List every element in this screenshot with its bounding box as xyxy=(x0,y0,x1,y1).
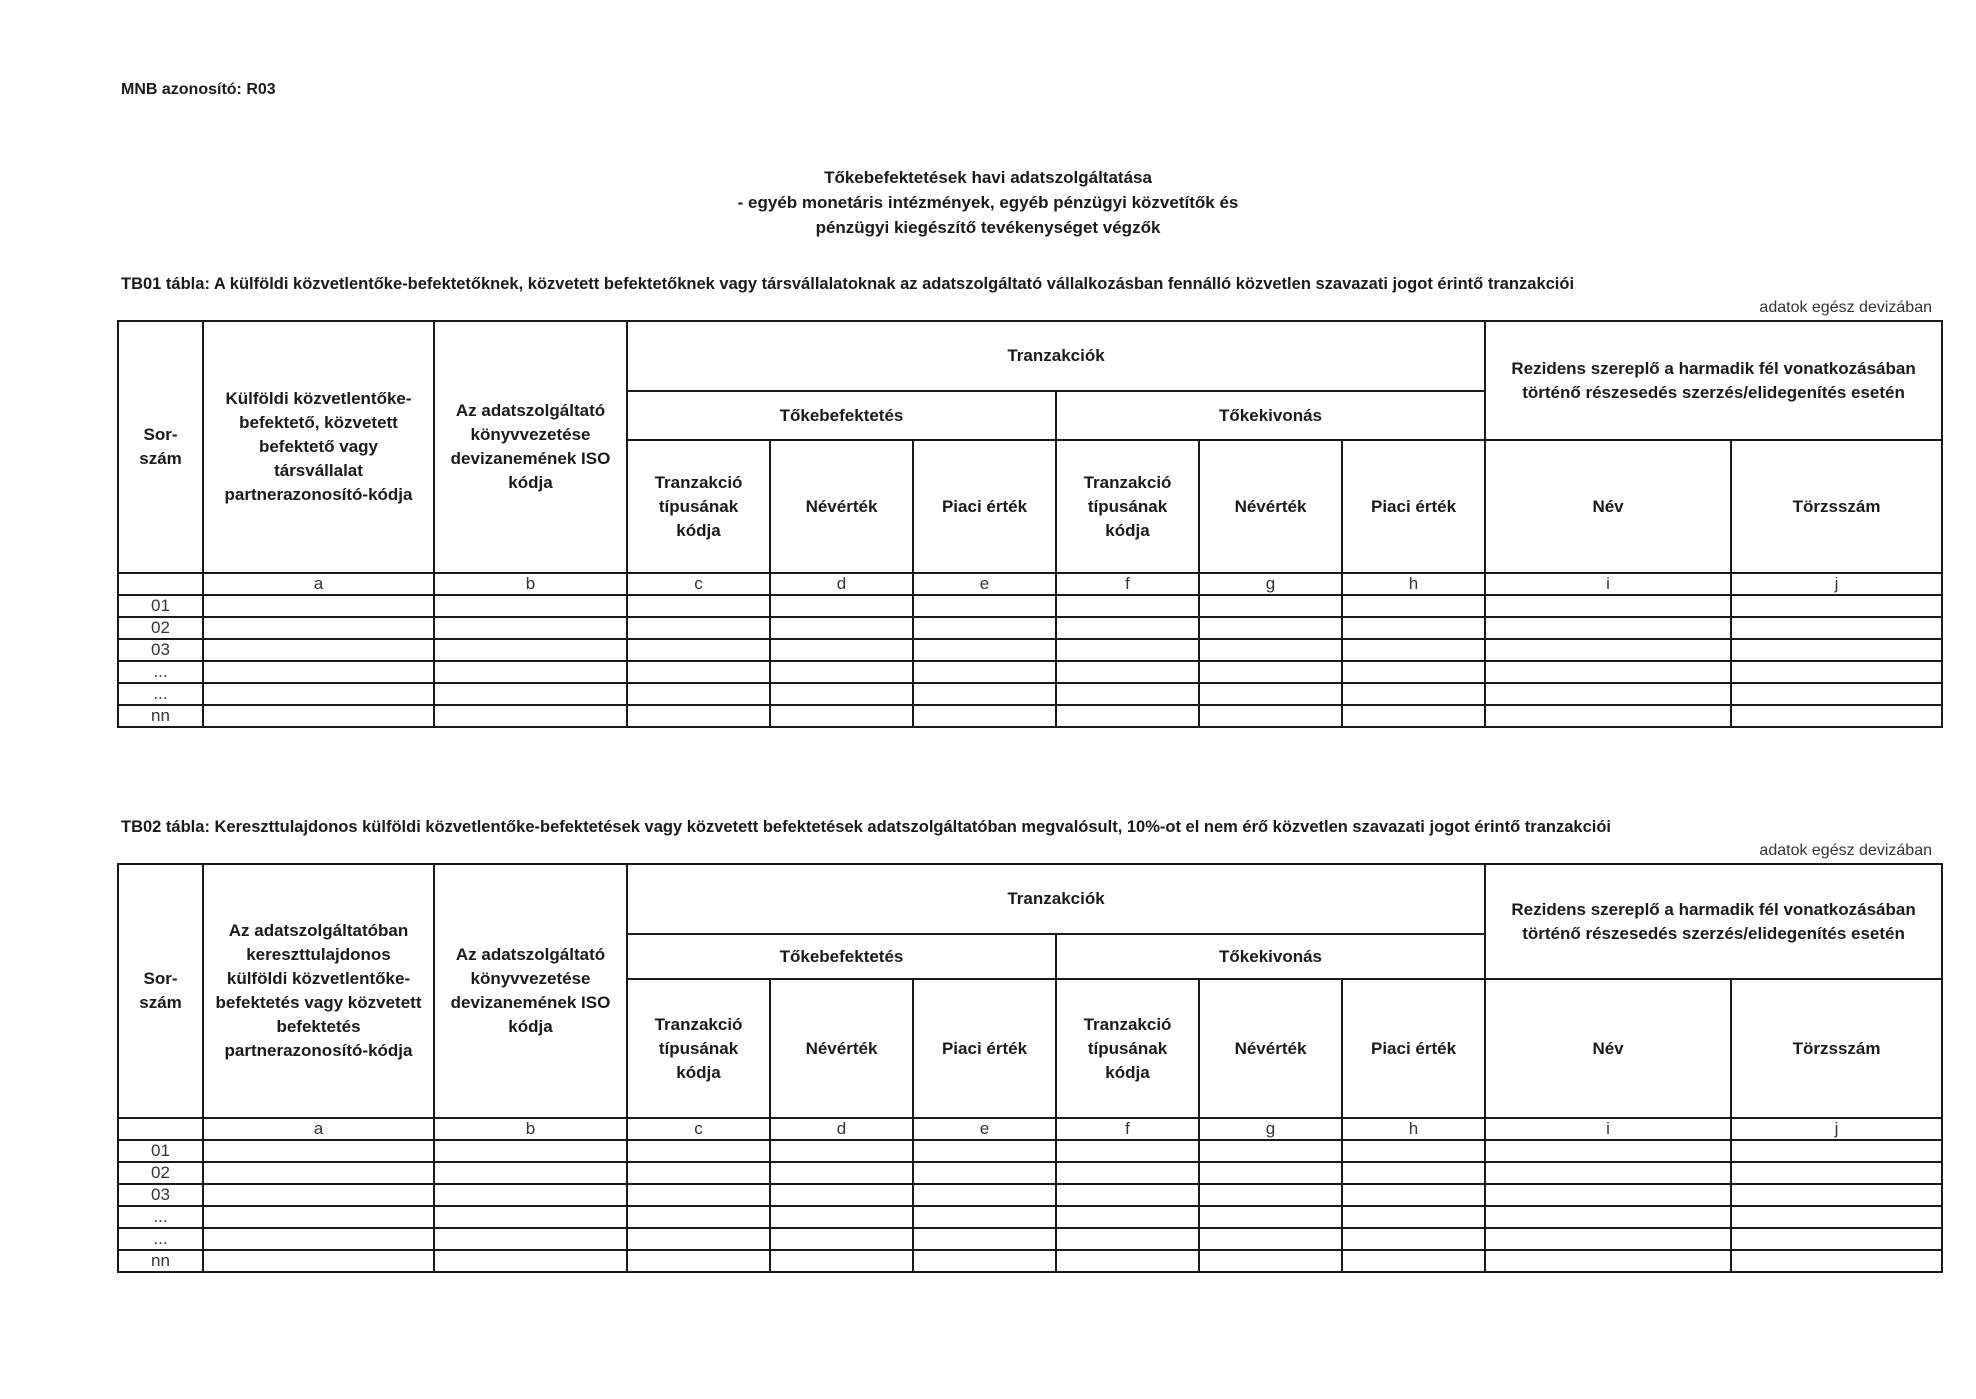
tb02-letter-h: h xyxy=(1342,1118,1485,1140)
data-cell[interactable] xyxy=(770,705,913,727)
data-cell[interactable] xyxy=(203,1206,434,1228)
data-cell[interactable] xyxy=(203,639,434,661)
table-row xyxy=(118,1184,1942,1206)
data-cell[interactable] xyxy=(1342,683,1485,705)
data-cell[interactable] xyxy=(1731,617,1942,639)
tb01-header-j: Törzsszám xyxy=(1731,440,1942,573)
data-cell[interactable] xyxy=(434,705,627,727)
data-cell[interactable] xyxy=(913,1162,1056,1184)
table-row xyxy=(118,639,1942,661)
tb01-row-number: 03 xyxy=(118,639,203,661)
data-cell[interactable] xyxy=(1731,1184,1942,1206)
table-row xyxy=(118,683,1942,705)
data-cell[interactable] xyxy=(1342,595,1485,617)
data-cell[interactable] xyxy=(1056,617,1199,639)
tb02-header-c: Tranzakció típusának kódja xyxy=(627,979,770,1118)
tb02-header-d: Névérték xyxy=(770,979,913,1118)
data-cell[interactable] xyxy=(434,639,627,661)
tb01-row-number: nn xyxy=(118,705,203,727)
data-cell[interactable] xyxy=(203,1140,434,1162)
tb02-letter-b: b xyxy=(434,1118,627,1140)
tb01-letter-b: b xyxy=(434,573,627,595)
data-cell[interactable] xyxy=(627,661,770,683)
table-row xyxy=(118,1140,1942,1162)
tb02-header-g: Névérték xyxy=(1199,979,1342,1118)
tb01-header-tokekivonas: Tőkekivonás xyxy=(1056,391,1485,440)
data-cell[interactable] xyxy=(913,1184,1056,1206)
tb01-unit-note: adatok egész devizában xyxy=(1759,299,1932,316)
tb01-letter-i: i xyxy=(1485,573,1731,595)
tb01-table xyxy=(117,320,1943,728)
tb01-row-number: ... xyxy=(118,683,203,705)
data-cell[interactable] xyxy=(203,1162,434,1184)
tb02-header-h: Piaci érték xyxy=(1342,979,1485,1118)
data-cell[interactable] xyxy=(1056,1206,1199,1228)
data-cell[interactable] xyxy=(770,1206,913,1228)
data-cell[interactable] xyxy=(434,1206,627,1228)
data-cell[interactable] xyxy=(1731,639,1942,661)
data-cell[interactable] xyxy=(627,1206,770,1228)
tb02-letter-j: j xyxy=(1731,1118,1942,1140)
data-cell[interactable] xyxy=(1056,661,1199,683)
tb01-header-tranzakciok: Tranzakciók xyxy=(627,321,1485,391)
data-cell[interactable] xyxy=(770,1140,913,1162)
data-cell[interactable] xyxy=(1342,705,1485,727)
data-cell[interactable] xyxy=(203,1250,434,1272)
tb01-row-number: ... xyxy=(118,661,203,683)
data-cell[interactable] xyxy=(913,683,1056,705)
tb01-header-sorszam: Sor- szám xyxy=(118,321,203,573)
data-cell[interactable] xyxy=(1342,1140,1485,1162)
table-row xyxy=(118,595,1942,617)
data-cell[interactable] xyxy=(1199,1140,1342,1162)
data-cell[interactable] xyxy=(770,639,913,661)
data-cell[interactable] xyxy=(1199,617,1342,639)
tb01-letter-c: c xyxy=(627,573,770,595)
tb02-row-number: 02 xyxy=(118,1162,203,1184)
tb02-letter-f: f xyxy=(1056,1118,1199,1140)
data-cell[interactable] xyxy=(1485,1228,1731,1250)
data-cell[interactable] xyxy=(203,661,434,683)
tb02-header-tranzakciok: Tranzakciók xyxy=(627,864,1485,934)
tb02-row-number: ... xyxy=(118,1228,203,1250)
data-cell[interactable] xyxy=(203,1184,434,1206)
tb01-header-rezidens: Rezidens szereplő a harmadik fél vonatkozásában történő részesedés szerzés/elidegenítés esetén xyxy=(1485,321,1942,440)
data-cell[interactable] xyxy=(1485,1162,1731,1184)
data-cell[interactable] xyxy=(434,1140,627,1162)
data-cell[interactable] xyxy=(1731,1162,1942,1184)
data-cell[interactable] xyxy=(627,595,770,617)
data-cell[interactable] xyxy=(1056,683,1199,705)
data-cell[interactable] xyxy=(434,1250,627,1272)
tb02-header-sorszam: Sor- szám xyxy=(118,864,203,1118)
table-row xyxy=(118,1206,1942,1228)
tb01-header-d: Névérték xyxy=(770,440,913,573)
tb01-header-partner-code: Külföldi közvetlentőke-befektető, közvetett befektető vagy társvállalat partnerazonosító-kódja xyxy=(203,321,434,573)
data-cell[interactable] xyxy=(434,1228,627,1250)
tb01-header-g: Névérték xyxy=(1199,440,1342,573)
tb02-letter-g: g xyxy=(1199,1118,1342,1140)
data-cell[interactable] xyxy=(1199,683,1342,705)
document-title-line-2: - egyéb monetáris intézmények, egyéb pénzügyi közvetítők és xyxy=(737,193,1239,212)
data-cell[interactable] xyxy=(1056,705,1199,727)
tb02-row-number: ... xyxy=(118,1206,203,1228)
data-cell[interactable] xyxy=(434,595,627,617)
data-cell[interactable] xyxy=(913,595,1056,617)
data-cell[interactable] xyxy=(1199,1184,1342,1206)
data-cell[interactable] xyxy=(203,683,434,705)
tb01-header-tokebefektetes: Tőkebefektetés xyxy=(627,391,1056,440)
tb01-title: TB01 tábla: A külföldi közvetlentőke-befektetőknek, közvetett befektetőknek vagy társvállalatoknak az adatszolgáltató vállalkozásban fennálló közvetlen szavazati jogot érintő tranzakciói xyxy=(121,275,1575,293)
data-cell[interactable] xyxy=(627,1140,770,1162)
data-cell[interactable] xyxy=(770,683,913,705)
tb01-header-f: Tranzakció típusának kódja xyxy=(1056,440,1199,573)
tb01-letter-blank xyxy=(118,573,203,595)
data-cell[interactable] xyxy=(1731,705,1942,727)
data-cell[interactable] xyxy=(1199,1162,1342,1184)
data-cell[interactable] xyxy=(1731,683,1942,705)
document-title-line-1: Tőkebefektetések havi adatszolgáltatása xyxy=(824,168,1152,187)
data-cell[interactable] xyxy=(1731,1250,1942,1272)
table-row xyxy=(118,1228,1942,1250)
tb02-letter-d: d xyxy=(770,1118,913,1140)
data-cell[interactable] xyxy=(1485,617,1731,639)
document-title xyxy=(0,165,1976,240)
data-cell[interactable] xyxy=(913,1140,1056,1162)
document-title-line-3: pénzügyi kiegészítő tevékenységet végzők xyxy=(815,218,1161,237)
data-cell[interactable] xyxy=(1199,595,1342,617)
data-cell[interactable] xyxy=(1199,705,1342,727)
data-cell[interactable] xyxy=(1056,1162,1199,1184)
data-cell[interactable] xyxy=(627,683,770,705)
data-cell[interactable] xyxy=(1342,1184,1485,1206)
data-cell[interactable] xyxy=(770,617,913,639)
data-cell[interactable] xyxy=(1056,1250,1199,1272)
data-cell[interactable] xyxy=(1731,595,1942,617)
data-cell[interactable] xyxy=(1056,1140,1199,1162)
tb01-row-number: 02 xyxy=(118,617,203,639)
data-cell[interactable] xyxy=(1199,1228,1342,1250)
tb02-header-e: Piaci érték xyxy=(913,979,1056,1118)
data-cell[interactable] xyxy=(434,1162,627,1184)
tb01-letter-j: j xyxy=(1731,573,1942,595)
data-cell[interactable] xyxy=(1199,639,1342,661)
data-cell[interactable] xyxy=(627,705,770,727)
data-cell[interactable] xyxy=(1485,705,1731,727)
data-cell[interactable] xyxy=(1485,661,1731,683)
data-cell[interactable] xyxy=(770,1228,913,1250)
data-cell[interactable] xyxy=(770,661,913,683)
data-cell[interactable] xyxy=(1342,1206,1485,1228)
data-cell[interactable] xyxy=(627,617,770,639)
data-cell[interactable] xyxy=(627,1228,770,1250)
data-cell[interactable] xyxy=(1485,1184,1731,1206)
table-row xyxy=(118,1162,1942,1184)
data-cell[interactable] xyxy=(1056,595,1199,617)
data-cell[interactable] xyxy=(1731,661,1942,683)
tb01-header-i: Név xyxy=(1485,440,1731,573)
tb01-header-iso-code: Az adatszolgáltató könyvvezetése devizanemének ISO kódja xyxy=(434,321,627,573)
tb02-header-tokebefektetes: Tőkebefektetés xyxy=(627,934,1056,979)
tb02-title: TB02 tábla: Kereszttulajdonos külföldi közvetlentőke-befektetések vagy közvetett befektetések adatszolgáltatóban megvalósult, 10%-ot el nem érő közvetlen szavazati jogot érintő tranzakciói xyxy=(121,818,1611,836)
tb02-header-i: Név xyxy=(1485,979,1731,1118)
tb02-header-rezidens: Rezidens szereplő a harmadik fél vonatkozásában történő részesedés szerzés/elidegenítés esetén xyxy=(1485,864,1942,979)
data-cell[interactable] xyxy=(1731,1228,1942,1250)
table-row xyxy=(118,1250,1942,1272)
data-cell[interactable] xyxy=(913,617,1056,639)
tb02-letter-blank xyxy=(118,1118,203,1140)
data-cell[interactable] xyxy=(1199,661,1342,683)
data-cell[interactable] xyxy=(1056,1184,1199,1206)
data-cell[interactable] xyxy=(770,1162,913,1184)
data-cell[interactable] xyxy=(203,595,434,617)
data-cell[interactable] xyxy=(1485,683,1731,705)
tb02-row-number: 03 xyxy=(118,1184,203,1206)
data-cell[interactable] xyxy=(1731,1140,1942,1162)
data-cell[interactable] xyxy=(1342,639,1485,661)
data-cell[interactable] xyxy=(434,683,627,705)
data-cell[interactable] xyxy=(627,1250,770,1272)
data-cell[interactable] xyxy=(770,1184,913,1206)
data-cell[interactable] xyxy=(1342,617,1485,639)
data-cell[interactable] xyxy=(1199,1250,1342,1272)
data-cell[interactable] xyxy=(627,1162,770,1184)
tb02-header-iso-code: Az adatszolgáltató könyvvezetése devizanemének ISO kódja xyxy=(434,864,627,1118)
tb02-row-number: 01 xyxy=(118,1140,203,1162)
data-cell[interactable] xyxy=(770,1250,913,1272)
data-cell[interactable] xyxy=(203,1228,434,1250)
tb02-header-f: Tranzakció típusának kódja xyxy=(1056,979,1199,1118)
data-cell[interactable] xyxy=(1485,1250,1731,1272)
tb02-letter-a: a xyxy=(203,1118,434,1140)
tb01-row-number: 01 xyxy=(118,595,203,617)
tb02-header-tokekivonas: Tőkekivonás xyxy=(1056,934,1485,979)
data-cell[interactable] xyxy=(1485,639,1731,661)
data-cell[interactable] xyxy=(1342,1162,1485,1184)
data-cell[interactable] xyxy=(1342,1250,1485,1272)
table-row xyxy=(118,705,1942,727)
data-cell[interactable] xyxy=(913,661,1056,683)
table-row xyxy=(118,617,1942,639)
data-cell[interactable] xyxy=(1342,1228,1485,1250)
tb01-letter-h: h xyxy=(1342,573,1485,595)
tb01-header-h: Piaci érték xyxy=(1342,440,1485,573)
data-cell[interactable] xyxy=(913,705,1056,727)
tb02-header-partner-code: Az adatszolgáltatóban kereszttulajdonos külföldi közvetlentőke-befektetés vagy közvetett befektetés partnerazonosító-kódja xyxy=(203,864,434,1118)
data-cell[interactable] xyxy=(1342,661,1485,683)
data-cell[interactable] xyxy=(627,1184,770,1206)
data-cell[interactable] xyxy=(203,617,434,639)
tb02-table xyxy=(117,863,1943,1273)
data-cell[interactable] xyxy=(913,1206,1056,1228)
data-cell[interactable] xyxy=(913,639,1056,661)
data-cell[interactable] xyxy=(913,1228,1056,1250)
data-cell[interactable] xyxy=(1485,1140,1731,1162)
mnb-identifier: MNB azonosító: R03 xyxy=(121,81,276,98)
data-cell[interactable] xyxy=(434,661,627,683)
data-cell[interactable] xyxy=(1485,595,1731,617)
tb01-letter-e: e xyxy=(913,573,1056,595)
table-row xyxy=(118,661,1942,683)
tb02-letter-i: i xyxy=(1485,1118,1731,1140)
data-cell[interactable] xyxy=(770,595,913,617)
data-cell[interactable] xyxy=(203,705,434,727)
tb01-letter-f: f xyxy=(1056,573,1199,595)
tb01-letter-d: d xyxy=(770,573,913,595)
data-cell[interactable] xyxy=(627,639,770,661)
data-cell[interactable] xyxy=(1485,1206,1731,1228)
data-cell[interactable] xyxy=(434,617,627,639)
tb02-row-number: nn xyxy=(118,1250,203,1272)
tb01-letter-a: a xyxy=(203,573,434,595)
tb01-header-c: Tranzakció típusának kódja xyxy=(627,440,770,573)
data-cell[interactable] xyxy=(913,1250,1056,1272)
tb02-header-j: Törzsszám xyxy=(1731,979,1942,1118)
tb02-unit-note: adatok egész devizában xyxy=(1759,842,1932,859)
tb02-letter-e: e xyxy=(913,1118,1056,1140)
data-cell[interactable] xyxy=(1731,1206,1942,1228)
data-cell[interactable] xyxy=(1056,1228,1199,1250)
tb01-header-e: Piaci érték xyxy=(913,440,1056,573)
data-cell[interactable] xyxy=(1056,639,1199,661)
data-cell[interactable] xyxy=(1199,1206,1342,1228)
data-cell[interactable] xyxy=(434,1184,627,1206)
tb01-letter-g: g xyxy=(1199,573,1342,595)
tb02-letter-c: c xyxy=(627,1118,770,1140)
